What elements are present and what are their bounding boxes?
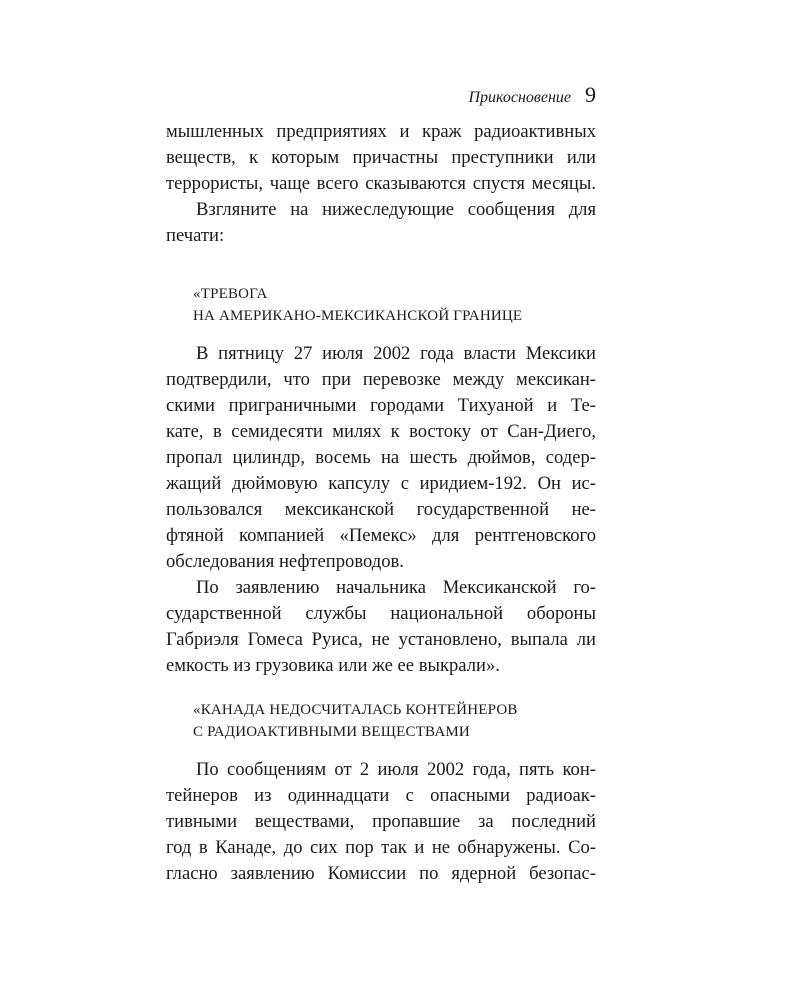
running-head (468, 82, 596, 108)
text-line: гласно заявлению Комиссии по ядерной безопас- (166, 863, 596, 884)
running-head-title: Прикосновение (468, 89, 571, 106)
heading-line: НА АМЕРИКАНО-МЕКСИКАНСКОЙ ГРАНИЦЕ (193, 308, 523, 324)
heading-line: «КАНАДА НЕДОСЧИТАЛАСЬ КОНТЕЙНЕРОВ (193, 702, 518, 718)
text-line: жащий дюймовую капсулу с иридием-192. Он ис- (166, 473, 596, 494)
text-line: пользовался мексиканской государственной не- (166, 499, 596, 520)
text-line: По сообщениям от 2 июля 2002 года, пять кон- (196, 759, 596, 780)
text-line: тейнеров из одиннадцати с опасными радиоак- (166, 785, 596, 806)
report1-heading (193, 283, 613, 327)
text-line: пропал цилиндр, восемь на шесть дюймов, содер- (166, 447, 596, 468)
report2-body (166, 757, 596, 887)
text-line: фтяной компанией «Пемекс» для рентгеновского (166, 525, 596, 546)
text-line: Габриэля Гомеса Руиса, не установлено, выпала ли (166, 629, 596, 650)
intro-paragraph (166, 119, 596, 249)
text-line: По заявлению начальника Мексиканской го- (196, 577, 596, 598)
text-line: веществ, к которым причастны преступники или (166, 147, 596, 168)
report2-heading (193, 699, 613, 743)
text-line: скими приграничными городами Тихуаной и Те- (166, 395, 596, 416)
text-line: В пятницу 27 июля 2002 года власти Мексики (196, 343, 596, 364)
heading-line: «ТРЕВОГА (193, 286, 268, 302)
text-line: Взгляните на нижеследующие сообщения для (196, 199, 596, 220)
page-number: 9 (585, 82, 596, 107)
text-line: сударственной службы национальной обороны (166, 603, 596, 624)
text-line: подтвердили, что при перевозке между мексикан- (166, 369, 596, 390)
text-line: мышленных предприятиях и краж радиоактивных (166, 121, 596, 142)
text-line: емкость из грузовика или же ее выкрали». (166, 655, 500, 676)
heading-line: С РАДИОАКТИВНЫМИ ВЕЩЕСТВАМИ (193, 724, 470, 740)
text-line: печати: (166, 225, 225, 246)
text-line: тивными веществами, пропавшие за последний (166, 811, 596, 832)
report1-body (166, 341, 596, 679)
text-line: год в Канаде, до сих пор так и не обнаружены. Со- (166, 837, 596, 858)
text-line: обследования нефтепроводов. (166, 551, 404, 572)
text-line: кате, в семидесяти милях к востоку от Сан-Диего, (166, 421, 596, 442)
text-line: террористы, чаще всего сказываются спустя месяцы. (166, 173, 596, 194)
